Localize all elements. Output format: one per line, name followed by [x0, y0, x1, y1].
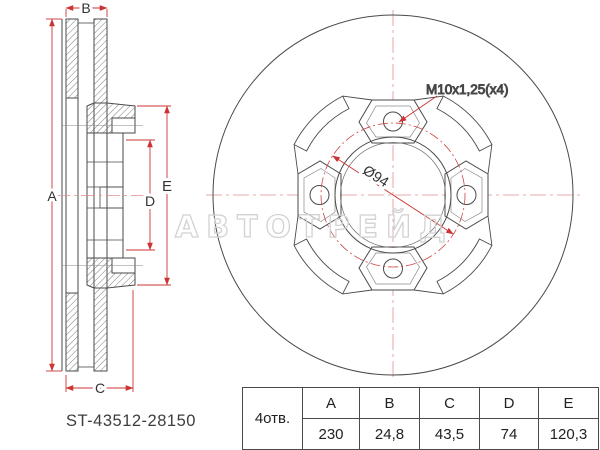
col-header-a: A — [303, 388, 360, 419]
col-header-c: C — [420, 388, 480, 419]
col-header-b: B — [360, 388, 420, 419]
col-header-d: D — [480, 388, 539, 419]
value-e: 120,3 — [539, 419, 599, 450]
value-a: 230 — [303, 419, 360, 450]
dim-label-a: A — [47, 188, 57, 204]
dimensions-table — [242, 387, 599, 450]
hole-count-cell: 4отв. — [243, 388, 303, 450]
dim-label-b: B — [81, 0, 91, 16]
bore-diameter-label: Ø94 — [359, 162, 392, 192]
value-c: 43,5 — [420, 419, 480, 450]
dim-label-c: C — [94, 380, 106, 396]
dimension-a — [46, 19, 62, 371]
thread-label: M10x1,25(x4) — [426, 82, 509, 97]
dim-label-e: E — [161, 178, 173, 195]
table-header-row — [243, 388, 599, 419]
part-number: ST-43512-28150 — [66, 412, 196, 430]
watermark: АВТОТРЕЙД — [175, 210, 454, 245]
dimension-b — [66, 0, 107, 17]
dim-label-d: D — [144, 193, 156, 209]
value-d: 74 — [480, 419, 539, 450]
value-b: 24,8 — [360, 419, 420, 450]
dimension-d — [126, 140, 155, 250]
section-view — [62, 19, 143, 371]
front-view — [206, 10, 580, 378]
col-header-e: E — [539, 388, 599, 419]
